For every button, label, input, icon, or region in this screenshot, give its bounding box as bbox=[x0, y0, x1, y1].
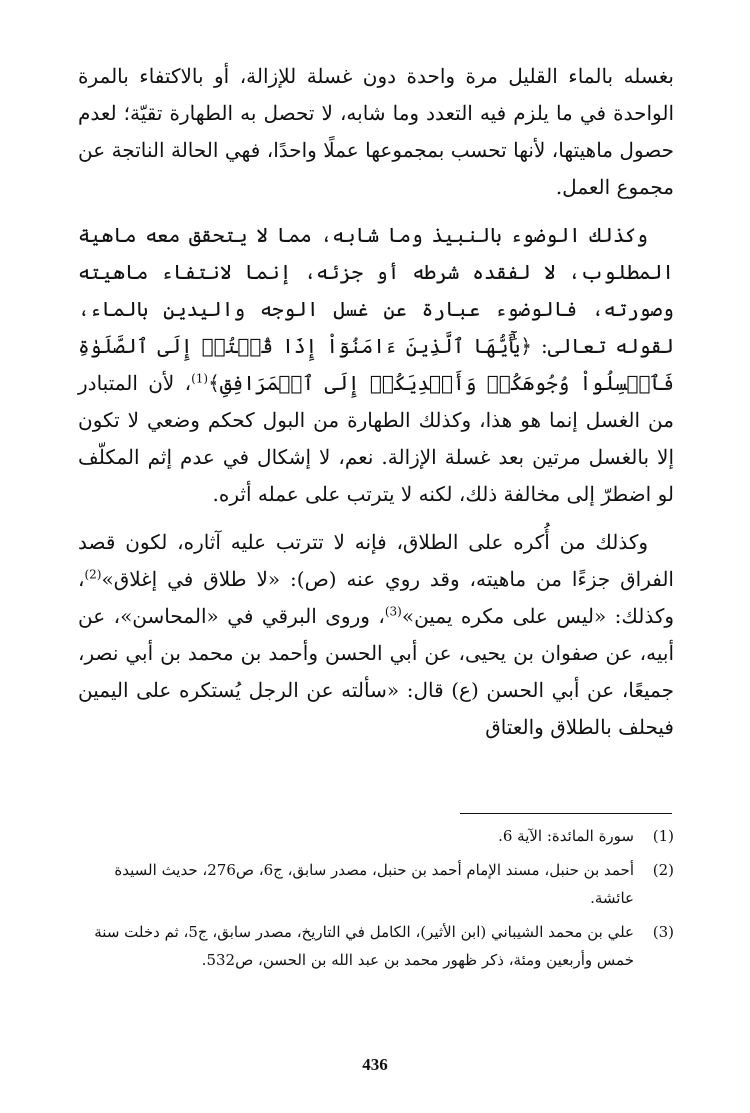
footnote-2-text: أحمد بن حنبل، مسند الإمام أحمد بن حنبل، مصدر سابق، ج6، ص276، حديث السيدة عائشة. bbox=[114, 861, 634, 907]
paragraph-3 bbox=[78, 524, 674, 746]
main-text bbox=[78, 58, 674, 746]
footnote-1-number: (1) bbox=[652, 827, 674, 845]
footnote-2 bbox=[78, 856, 674, 912]
paragraph-3-text: وكذلك من أُكره على الطلاق، فإنه لا تترتب عليه آثاره، لكون قصد الفراق جزءًا من ماهيته، وقد روي عنه (ص): «لا طلاق في إغلاق» bbox=[78, 530, 674, 591]
footnote-3-number: (3) bbox=[652, 923, 674, 941]
paragraph-3-end: ، وروى البرقي في «المحاسن»، عن أبيه، عن صفوان بن يحيى، عن أبي الحسن وأحمد بن محمد بن أبي نصر، جميعًا، عن أبي الحسن (ع) قال: «سألته عن الرجل يُستكره على اليمين فيحلف بالطلاق والعتاق bbox=[78, 604, 674, 739]
footnote-2-number: (2) bbox=[652, 861, 674, 879]
paragraph-1-text: بغسله بالماء القليل مرة واحدة دون غسلة للإزالة، أو بالاكتفاء بالمرة الواحدة في ما يلزم فيه التعدد وما شابه، لا تحصل به الطهارة تقيّة؛ لعدم حصول ماهيتها، لأنها تحسب بمجموعها عملًا واحدًا، فهي الحالة الناتجة عن مجموع العمل. bbox=[78, 64, 674, 199]
footnote-ref-1[interactable]: (1) bbox=[191, 371, 209, 386]
footnote-3-text: علي بن محمد الشيباني (ابن الأثير)، الكامل في التاريخ، مصدر سابق، ج5، ثم دخلت سنة خمس وأربعين ومئة، ذكر ظهور محمد بن عبد الله بن الحسن، ص532. bbox=[94, 923, 634, 969]
footnote-divider bbox=[460, 813, 672, 814]
footnotes bbox=[78, 822, 674, 980]
paragraph-1 bbox=[78, 58, 674, 206]
footnote-ref-2[interactable]: (2) bbox=[84, 567, 102, 582]
paragraph-2-continuation: ، لأن المتبادر من الغسل إنما هو هذا، وكذلك الطهارة من البول كحكم وضعي لا تكون إلا بالغسل مرتين بعد غسلة الإزالة. نعم، لا إشكال في عدم إثم المكلّف لو اضطرّ إلى مخالفة ذلك، لكنه لا يترتب على عمله أثره. bbox=[78, 371, 674, 506]
footnote-1-text: سورة المائدة: الآية 6. bbox=[498, 827, 634, 845]
paragraph-2 bbox=[78, 217, 674, 513]
paragraph-2-text: وكذلك الوضوء بالنبيذ وما شابه، مما لا يتحقق معه ماهية المطلوب، لا لفقده شرطه أو جزئه، إنما لانتفاء ماهيته وصورته، فالوضوء عبارة عن غسل الوجه واليدين بالماء، لقوله تعالى: ﴿يَٰٓأَيُّهَا ٱلَّذِينَ ءَامَنُوٓاْ إِذَا قُمۡتُمۡ إِلَى ٱلصَّلَوٰةِ فَٱغۡسِلُواْ وُجُوهَكُمۡ وَأَيۡدِيَكُمۡ إِلَى ٱلۡمَرَافِقِ﴾ bbox=[78, 223, 674, 395]
footnote-3 bbox=[78, 918, 674, 974]
paragraph-3-middle: ، وكذلك: «ليس على مكره يمين» bbox=[78, 567, 675, 628]
footnote-ref-3[interactable]: (3) bbox=[384, 604, 402, 619]
page-number: 436 bbox=[362, 1055, 388, 1074]
footnote-1 bbox=[78, 822, 674, 850]
